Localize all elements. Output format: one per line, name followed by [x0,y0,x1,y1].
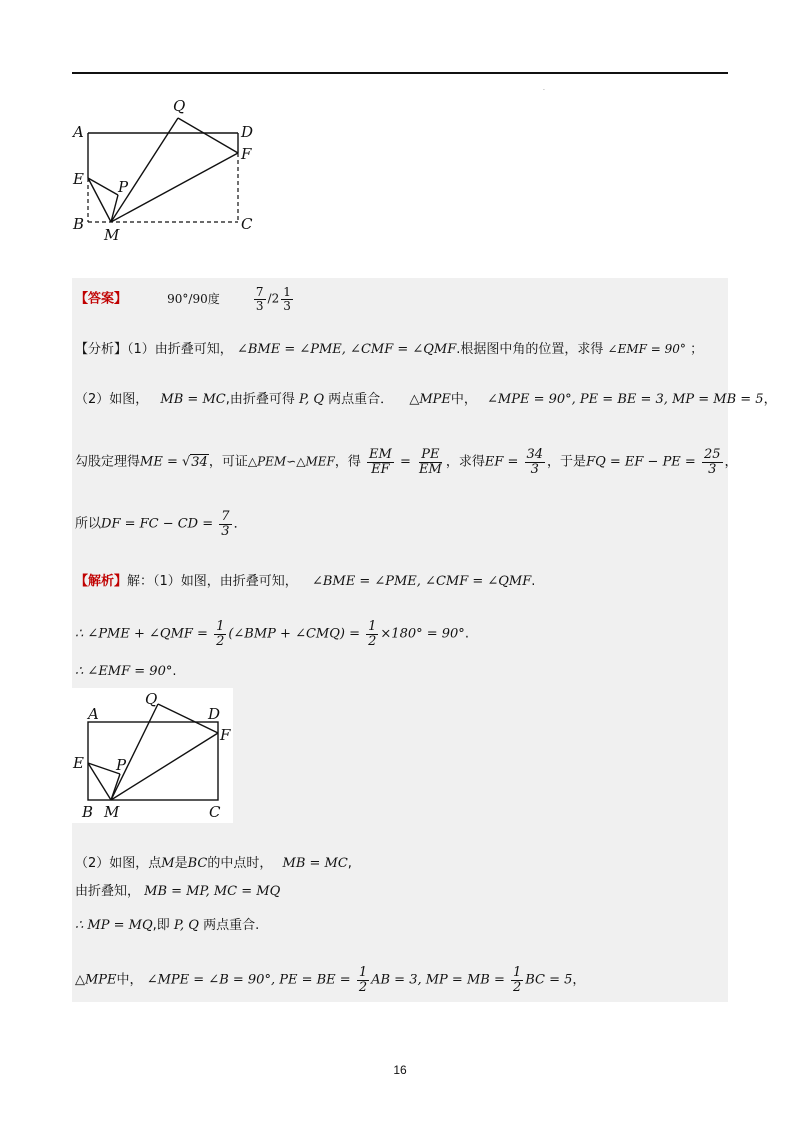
solution-line-4: （2）如图，点M是BC的中点时， MB = MC, [75,856,352,871]
solution-line-7: △MPE中， ∠MPE = ∠B = 90°, PE = BE = $\frac{1}{2}$ AB = 3, MP = MB = $\frac{1}{2}$ BC = 5， [75,965,586,995]
fig2-label-d: D [208,705,221,723]
header-rule [72,72,728,74]
solution-line-2: ∴ ∠PME + ∠QMF = $\frac{1}{2}$ (∠BMP + ∠CMQ) = $\frac{1}{2}$ ×180° = 90°. [75,619,469,649]
fig1-label-c: C [241,215,253,233]
fig2-label-f: F [220,726,231,744]
solution-line-1: 【解析】解：（1）如图，由折叠可知， ∠BME = ∠PME, ∠CMF = ∠QMF. [75,574,536,589]
analysis-line-3: 勾股定理得ME = √34，可证△PEM∽△MEF，得 $\frac{EM}{EF}$ = $\frac{PE}{EM}$ ，求得EF = $\frac{34}{3}$ ，于是FQ = EF − PE = $\frac{25}{3}$ ， [75,447,738,477]
fig1-label-e: E [73,170,84,188]
fig2-label-c: C [209,803,221,821]
fig1-label-a: A [73,123,84,141]
fig1-label-b: B [73,215,85,233]
solution-line-5: 由折叠知， MB = MP, MC = MQ [75,884,281,899]
fig1-label-d: D [241,123,254,141]
figure-1 [65,92,275,242]
fig2-label-e: E [73,754,84,772]
fig2-label-p: P [116,756,127,774]
analysis-line-2: （2）如图， MB = MC,由折叠可得 P, Q 两点重合． △MPE中， ∠MPE = 90°, PE = BE = 3, MP = MB = 5， [75,392,777,407]
fig2-label-b: B [82,803,94,821]
page-number: 16 [393,1063,407,1077]
answer-fraction: $\frac{7}{3}$ [255,285,264,313]
fig2-label-q: Q [145,690,158,708]
fig1-label-f: F [241,145,252,163]
answer-value-1: 90°/90度 [167,291,220,306]
solution-line-6: ∴ MP = MQ,即 P, Q 两点重合. [75,918,260,933]
answer-slash: / [267,291,272,306]
figure-2 [72,688,233,823]
answer-tag: 【答案】 [75,291,128,307]
answer-line [75,286,295,312]
fig1-label-m: M [104,226,120,242]
analysis-line-4: 所以DF = FC − CD = $\frac{7}{3}$ ． [75,509,247,539]
analysis-tag: 【分析】 [75,342,128,357]
answer-mixed-fraction: $\frac{1}{3}$ [283,285,291,313]
solution-tag: 【解析】 [75,574,128,589]
solution-line-3: ∴ ∠EMF = 90°. [75,664,177,679]
fig1-label-p: P [118,178,129,196]
fig2-label-m: M [104,803,120,821]
answer-mixed-whole: 2 [271,291,280,306]
fig1-label-q: Q [173,97,186,115]
analysis-math-1: ∠BME = ∠PME, ∠CMF = ∠QMF [236,342,457,357]
stray-dot: · [543,87,545,94]
analysis-line-1: 【分析】（1）由折叠可知， ∠BME = ∠PME, ∠CMF = ∠QMF.根据图中角的位置，求得 ∠EMF = 90° ； [75,342,704,357]
fig2-label-a: A [88,705,99,723]
